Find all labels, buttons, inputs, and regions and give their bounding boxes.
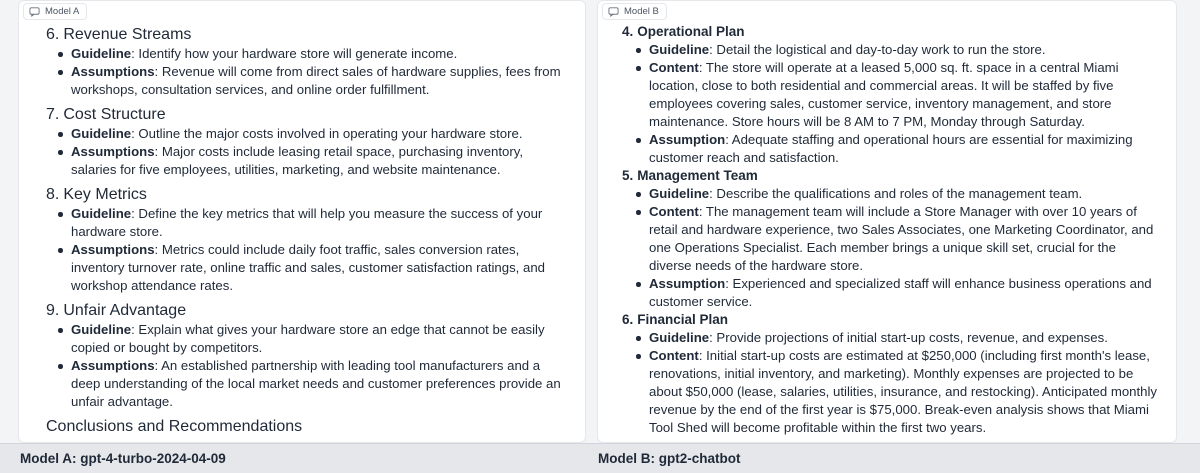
list-item <box>71 125 573 143</box>
model-a-tag-label: Model A <box>45 6 80 17</box>
item-text: : Provide projections of initial start-up costs, revenue, and expenses. <box>709 330 1108 345</box>
section <box>31 105 573 179</box>
section-number: 6. <box>622 312 634 327</box>
item-term: Guideline <box>649 186 710 201</box>
section-number: 8. <box>46 186 60 203</box>
item-term: Assumption <box>649 132 726 147</box>
list-item <box>649 347 1164 437</box>
item-text: : Outline the major costs involved in operating your hardware store. <box>131 126 523 141</box>
model-a-content <box>31 25 573 437</box>
item-term: Content <box>649 348 699 363</box>
bullet-list <box>31 125 573 179</box>
list-item <box>71 143 573 179</box>
item-text: : Explain what gives your hardware store an edge that cannot be easily copied or bought by competitors. <box>71 322 545 355</box>
section-number: 7. <box>46 106 60 123</box>
conclusion-heading: Conclusions and Recommendations <box>46 418 303 435</box>
list-item <box>71 205 573 241</box>
item-term: Assumptions <box>71 358 155 373</box>
section-heading <box>31 25 573 45</box>
list-item <box>71 63 573 99</box>
list-item <box>649 59 1164 131</box>
section-number: 9. <box>46 302 60 319</box>
item-text: : Describe the qualifications and roles of the management team. <box>709 186 1083 201</box>
section-number: 4. <box>622 24 634 39</box>
item-text: : Initial start-up costs are estimated at $250,000 (including first month's lease, renovations, initial inventory, and marketing). Monthly expenses are projected to be about $50,000 (lease, salaries, utilities, insurance, and restocking). Anticipated monthly revenue by the end of the first year is $75,000. Break-even analysis shows that Miami Tool Shed will become profitable within the first two years. <box>649 348 1158 435</box>
section-title: Cost Structure <box>63 106 166 123</box>
model-b-footer-label: Model B: gpt2-chatbot <box>598 451 741 466</box>
list-item <box>649 203 1164 275</box>
item-text: : An established partnership with leading tool manufacturers and a deep understanding of the local market needs and customer preferences provide an unfair advantage. <box>71 358 561 409</box>
section-number: 5. <box>622 168 634 183</box>
model-b-content <box>610 23 1164 437</box>
item-term: Assumptions <box>71 64 155 79</box>
bullet-list <box>31 45 573 99</box>
section-title: Operational Plan <box>637 24 745 39</box>
section-title: Revenue Streams <box>63 26 192 43</box>
list-item <box>649 329 1164 347</box>
item-term: Assumptions <box>71 144 155 159</box>
item-term: Guideline <box>71 206 132 221</box>
model-a-tag <box>23 3 87 20</box>
section-heading <box>610 167 1164 185</box>
item-text: : Adequate staffing and operational hours are essential for maximizing customer reach and satisfaction. <box>649 132 1133 165</box>
section-title: Management Team <box>637 168 758 183</box>
model-a-footer-label: Model A: gpt-4-turbo-2024-04-09 <box>20 451 226 466</box>
item-text: : The management team will include a Store Manager with over 10 years of retail and hardware experience, two Sales Associates, one Marketing Coordinator, and one Operations Specialist. Each member brings a unique skill set, crucial for the diverse needs of the hardware store. <box>649 204 1154 273</box>
list-item <box>71 321 573 357</box>
section <box>610 311 1164 437</box>
section-heading <box>610 311 1164 329</box>
section-title: Key Metrics <box>63 186 147 203</box>
item-text: : Metrics could include daily foot traffic, sales conversion rates, inventory turnover rate, online traffic and sales, customer satisfaction ratings, and workshop attendance rates. <box>71 242 546 293</box>
item-term: Assumption <box>649 276 726 291</box>
list-item <box>649 185 1164 203</box>
item-term: Assumptions <box>71 242 155 257</box>
bullet-list <box>610 329 1164 437</box>
section-heading <box>31 301 573 321</box>
list-item <box>649 131 1164 167</box>
item-text: : Define the key metrics that will help you measure the success of your hardware store. <box>71 206 543 239</box>
item-text: : Experienced and specialized staff will enhance business operations and customer service. <box>649 276 1152 309</box>
item-term: Guideline <box>71 46 132 61</box>
section <box>610 167 1164 311</box>
model-b-tag-label: Model B <box>624 6 659 17</box>
list-item <box>71 45 573 63</box>
section-heading <box>31 105 573 125</box>
item-term: Guideline <box>71 322 132 337</box>
section-title: Unfair Advantage <box>63 302 187 319</box>
section <box>31 25 573 99</box>
item-term: Content <box>649 204 699 219</box>
list-item <box>649 41 1164 59</box>
model-b-tag <box>602 3 667 20</box>
section-title: Financial Plan <box>637 312 729 327</box>
bullet-list <box>610 185 1164 311</box>
model-footer-bar <box>0 443 1200 473</box>
item-term: Guideline <box>649 42 710 57</box>
section <box>31 185 573 295</box>
bullet-list <box>31 205 573 295</box>
model-b-scroll-area[interactable] <box>610 1 1164 442</box>
item-term: Guideline <box>649 330 710 345</box>
section <box>610 23 1164 167</box>
list-item <box>71 241 573 295</box>
item-text: : Major costs include leasing retail space, purchasing inventory, salaries for five employees, utilities, marketing, and website maintenance. <box>71 144 523 177</box>
list-item <box>649 275 1164 311</box>
chat-bubble-icon <box>29 6 40 17</box>
item-text: : Detail the logistical and day-to-day work to run the store. <box>709 42 1046 57</box>
item-term: Content <box>649 60 699 75</box>
item-term: Guideline <box>71 126 132 141</box>
item-text: : Identify how your hardware store will generate income. <box>131 46 458 61</box>
chat-bubble-icon <box>608 6 619 17</box>
list-item <box>71 357 573 411</box>
section-heading <box>610 23 1164 41</box>
item-text: : The store will operate at a leased 5,000 sq. ft. space in a central Miami location, close to both residential and commercial areas. It will be staffed by five employees covering sales, customer service, inventory management, and store maintenance. Store hours will be 8 AM to 7 PM, Monday through Saturday. <box>649 60 1119 129</box>
bullet-list <box>31 321 573 411</box>
model-a-scroll-area[interactable] <box>31 1 573 442</box>
section-heading <box>31 185 573 205</box>
model-a-panel[interactable] <box>18 0 586 443</box>
model-b-panel[interactable] <box>597 0 1177 443</box>
section-number: 6. <box>46 26 60 43</box>
section <box>31 301 573 411</box>
item-text: : Revenue will come from direct sales of hardware supplies, fees from workshops, consultation services, and online order fulfillment. <box>71 64 561 97</box>
bullet-list <box>610 41 1164 167</box>
